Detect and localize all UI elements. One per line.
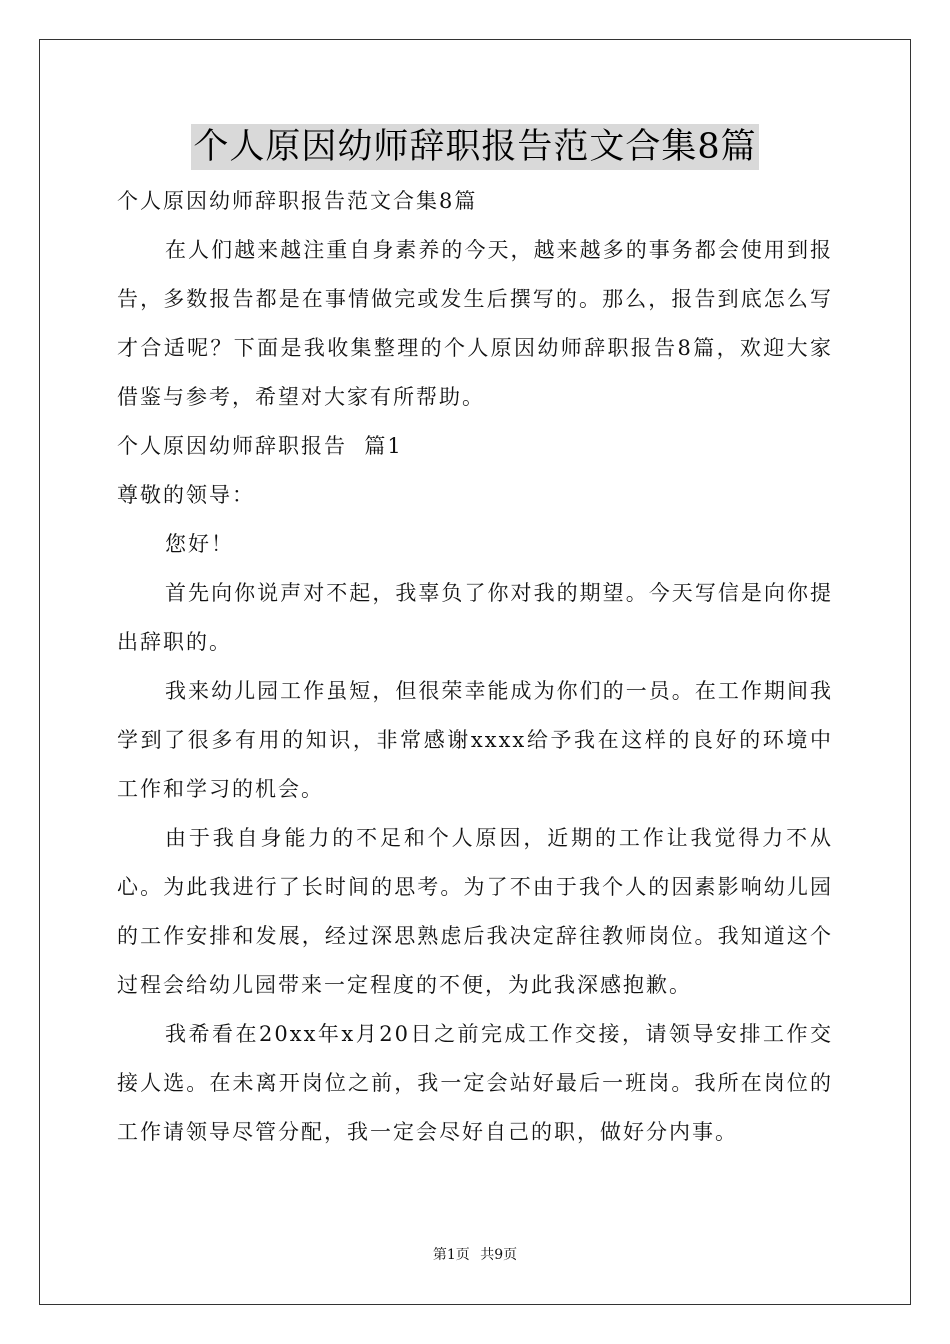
page-footer — [0, 1245, 950, 1265]
page-total: 共9页 — [480, 1247, 518, 1263]
body-paragraph-3: 由于我自身能力的不足和个人原因，近期的工作让我觉得力不从心。为此我进行了长时间的思考。为了不由于我个人的因素影响幼儿园的工作安排和发展，经过深思熟虑后我决定辞往教师岗位。我知道这个过程会给幼儿园带来一定程度的不便，为此我深感抱歉。 — [117, 826, 833, 997]
greeting: 您好！ — [165, 532, 234, 556]
page-number: 第1页 — [432, 1247, 470, 1263]
salutation: 尊敬的领导： — [117, 483, 255, 507]
intro-paragraph: 在人们越来越注重自身素养的今天，越来越多的事务都会使用到报告，多数报告都是在事情做完或发生后撰写的。那么，报告到底怎么写才合适呢？下面是我收集整理的个人原因幼师辞职报告8篇，欢迎大家借鉴与参考，希望对大家有所帮助。 — [117, 238, 833, 409]
body-paragraph-2: 我来幼儿园工作虽短，但很荣幸能成为你们的一员。在工作期间我学到了很多有用的知识，非常感谢xxxx给予我在这样的良好的环境中工作和学习的机会。 — [117, 679, 833, 801]
document-subtitle: 个人原因幼师辞职报告范文合集8篇 — [117, 189, 478, 213]
document-body — [117, 177, 833, 1157]
body-paragraph-4: 我希看在20xx年x月20日之前完成工作交接，请领导安排工作交接人选。在未离开岗位之前，我一定会站好最后一班岗。我所在岗位的工作请领导尽管分配，我一定会尽好自己的职，做好分内事。 — [117, 1022, 833, 1144]
body-paragraph-1: 首先向你说声对不起，我辜负了你对我的期望。今天写信是向你提出辞职的。 — [117, 581, 833, 654]
title-container — [0, 124, 950, 170]
section-heading: 个人原因幼师辞职报告 篇1 — [117, 434, 403, 458]
document-title: 个人原因幼师辞职报告范文合集8篇 — [191, 124, 758, 170]
